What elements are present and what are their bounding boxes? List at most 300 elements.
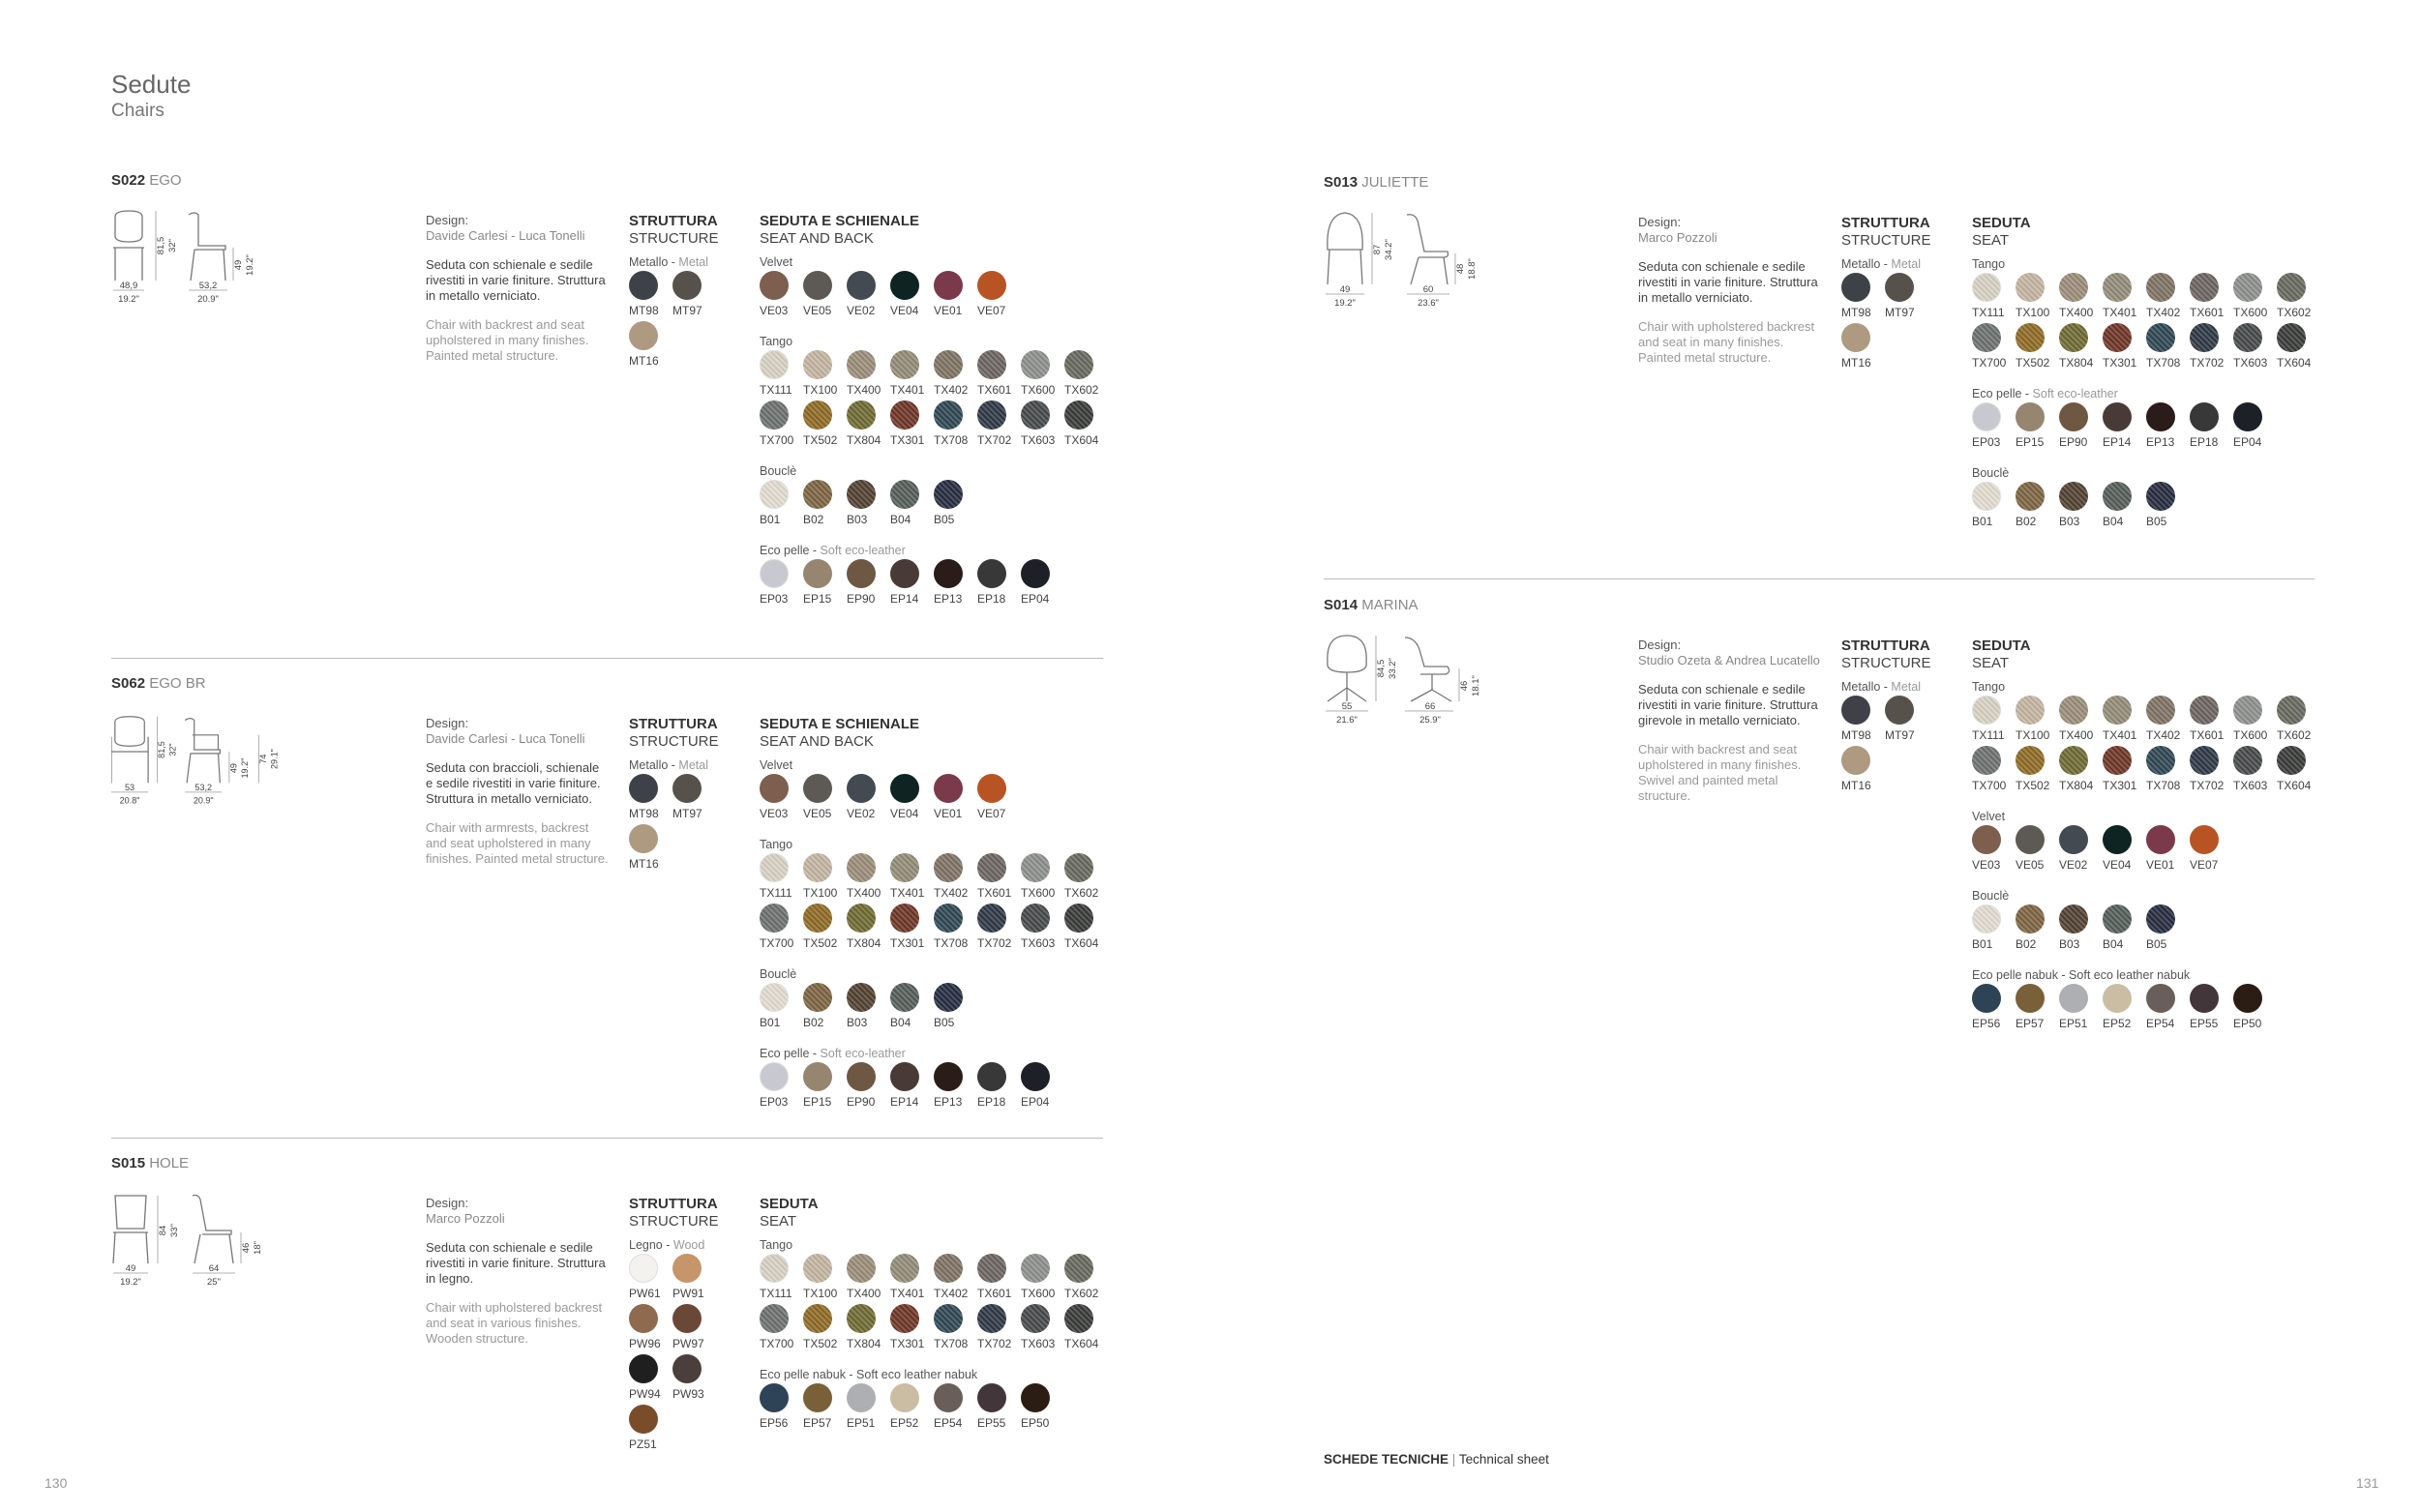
swatch-mt97 xyxy=(1885,696,1928,742)
structure-group xyxy=(629,1238,755,1455)
swatch-code: EP51 xyxy=(2059,1017,2088,1030)
swatch-mt16 xyxy=(1841,323,1885,370)
seat-title-en: SEAT xyxy=(1972,232,2010,249)
swatch-color xyxy=(890,904,919,933)
swatch-row xyxy=(760,983,1108,1033)
swatch-color xyxy=(1972,273,2001,302)
swatch-ep04 xyxy=(2233,402,2277,449)
swatch-code: VE05 xyxy=(2016,858,2045,872)
swatch-code: TX111 xyxy=(760,1287,792,1300)
swatch-color xyxy=(847,853,876,882)
swatch-color xyxy=(934,853,963,882)
swatch-mt97 xyxy=(1885,273,1928,319)
product-header xyxy=(111,675,206,692)
swatch-color xyxy=(2016,323,2045,352)
svg-text:48,9: 48,9 xyxy=(119,281,138,291)
swatch-code: MT97 xyxy=(1885,728,1915,742)
swatch-row xyxy=(760,853,1108,954)
page-number-left: 130 xyxy=(45,1475,68,1491)
swatch-ep13 xyxy=(934,559,977,606)
swatch-ep18 xyxy=(977,1062,1021,1109)
swatch-color xyxy=(2016,273,2045,302)
swatch-color xyxy=(934,774,963,803)
swatch-ve07 xyxy=(977,271,1021,317)
swatch-color xyxy=(2233,746,2262,775)
swatch-color xyxy=(803,1383,832,1412)
finish-group-label xyxy=(1972,968,2340,984)
swatch-color xyxy=(977,400,1006,430)
swatch-tx111 xyxy=(1972,273,2016,319)
swatch-color xyxy=(977,774,1006,803)
finish-group-label xyxy=(760,758,1127,774)
swatch-code: TX100 xyxy=(803,1287,838,1300)
swatch-color xyxy=(1972,402,2001,431)
swatch-color xyxy=(803,480,832,509)
designer-names: Davide Carlesi - Luca Tonelli xyxy=(426,228,585,243)
swatch-color xyxy=(2059,402,2088,431)
swatch-color xyxy=(803,774,832,803)
swatch-code: EP04 xyxy=(2233,435,2262,449)
swatch-color xyxy=(1841,323,1870,352)
swatch-code: VE03 xyxy=(760,807,789,820)
swatch-color xyxy=(977,1304,1006,1333)
swatch-row xyxy=(1972,402,2320,453)
swatch-code: EP04 xyxy=(1021,1095,1050,1109)
finish-group-name: Eco pelle xyxy=(1972,387,2022,400)
swatch-code: B01 xyxy=(1972,937,1993,951)
finish-group-label xyxy=(1972,466,2340,482)
swatch-tx604 xyxy=(1064,1304,1108,1350)
description-en: Chair with backrest and seat upholstered in many finishes. Swivel and painted metal structure. xyxy=(1638,742,1802,803)
finish-group-name: Tango xyxy=(1972,680,2006,694)
swatch-code: TX708 xyxy=(934,433,969,447)
swatch-color xyxy=(1021,1062,1050,1091)
footer-section-bold: SCHEDE TECNICHE xyxy=(1324,1452,1449,1467)
label-separator: - xyxy=(668,255,679,269)
swatch-mt16 xyxy=(629,824,672,871)
swatch-code: TX602 xyxy=(2277,306,2312,319)
swatch-tx601 xyxy=(977,1254,1021,1300)
swatch-color xyxy=(803,400,832,430)
swatch-color xyxy=(890,271,919,300)
swatch-tx100 xyxy=(803,1254,847,1300)
swatch-code: TX402 xyxy=(934,886,969,900)
swatch-tx400 xyxy=(847,853,890,900)
swatch-color xyxy=(2233,696,2262,725)
swatch-tx700 xyxy=(1972,746,2016,792)
swatch-color xyxy=(934,400,963,430)
description-en: Chair with armrests, backrest and seat upholstered in many finishes. Painted metal structure. xyxy=(426,820,609,866)
swatch-color xyxy=(847,1304,876,1333)
swatch-color xyxy=(803,1304,832,1333)
swatch-code: B05 xyxy=(2146,937,2167,951)
swatch-color xyxy=(760,1062,789,1091)
swatch-ve05 xyxy=(803,774,847,820)
swatch-ep18 xyxy=(977,559,1021,606)
finish-group-name: Metallo xyxy=(1841,680,1881,694)
swatch-color xyxy=(2190,696,2219,725)
swatch-ep15 xyxy=(803,1062,847,1109)
swatch-color xyxy=(629,1354,658,1383)
finish-group xyxy=(760,464,1127,530)
finish-group xyxy=(1972,387,2340,453)
svg-text:81,5: 81,5 xyxy=(156,236,166,255)
swatch-ve05 xyxy=(803,271,847,317)
swatch-code: MT98 xyxy=(1841,728,1871,742)
swatch-code: EP56 xyxy=(760,1416,789,1430)
swatch-ep50 xyxy=(1021,1383,1064,1430)
svg-text:19.2": 19.2" xyxy=(239,757,250,779)
divider xyxy=(1324,578,2314,579)
swatch-ve07 xyxy=(2190,825,2233,872)
swatch-color xyxy=(977,1254,1006,1283)
swatch-tx804 xyxy=(847,400,890,447)
swatch-color xyxy=(2103,323,2132,352)
swatch-tx600 xyxy=(1021,350,1064,397)
swatch-code: PW61 xyxy=(629,1287,661,1300)
swatch-color xyxy=(1064,904,1093,933)
swatch-code: TX708 xyxy=(2146,356,2181,370)
swatch-code: EP55 xyxy=(977,1416,1006,1430)
swatch-code: EP18 xyxy=(2190,435,2219,449)
swatch-color xyxy=(2190,825,2219,854)
svg-text:81,5: 81,5 xyxy=(157,741,167,758)
swatch-ep14 xyxy=(890,1062,934,1109)
svg-text:20.8": 20.8" xyxy=(119,795,140,806)
swatch-color xyxy=(2016,984,2045,1013)
swatch-code: B05 xyxy=(934,513,955,526)
seat-title-en: SEAT AND BACK xyxy=(760,230,874,247)
swatch-color xyxy=(2146,825,2175,854)
swatch-code: TX601 xyxy=(2190,728,2225,742)
finish-group xyxy=(629,758,755,875)
swatch-code: TX708 xyxy=(2146,779,2181,792)
swatch-code: EP52 xyxy=(2103,1017,2132,1030)
finish-group-name: Bouclè xyxy=(760,464,797,478)
swatch-color xyxy=(803,559,832,588)
swatch-b04 xyxy=(890,983,934,1029)
swatch-color xyxy=(803,1254,832,1283)
swatch-code: TX401 xyxy=(2103,728,2137,742)
finish-group-name: Metallo xyxy=(629,255,669,269)
swatch-b02 xyxy=(2016,904,2059,951)
swatch-code: TX604 xyxy=(1064,936,1099,950)
swatch-tx602 xyxy=(2277,696,2320,742)
swatch-code: TX603 xyxy=(2233,356,2268,370)
svg-text:18.1": 18.1" xyxy=(1471,675,1481,697)
product-header xyxy=(1324,174,1428,191)
swatch-color xyxy=(2059,273,2088,302)
swatch-color xyxy=(760,1254,789,1283)
finish-group xyxy=(1972,466,2340,532)
swatch-color xyxy=(1021,904,1050,933)
swatch-code: TX402 xyxy=(934,1287,969,1300)
svg-text:46: 46 xyxy=(1459,680,1470,692)
structure-title: STRUTTURA xyxy=(629,716,718,732)
seat-finishes xyxy=(1972,215,2340,532)
swatch-row xyxy=(760,774,1108,824)
designer-names: Marco Pozzoli xyxy=(1638,230,1717,245)
finish-group-name: Bouclè xyxy=(1972,889,2010,903)
swatch-mt16 xyxy=(1841,746,1885,792)
page-number-right: 131 xyxy=(2356,1475,2379,1491)
swatch-tx401 xyxy=(890,853,934,900)
swatch-b04 xyxy=(2103,482,2146,528)
swatch-code: EP54 xyxy=(934,1416,963,1430)
page-subtitle: Chairs xyxy=(111,101,164,121)
swatch-code: TX603 xyxy=(2233,779,2268,792)
swatch-code: EP13 xyxy=(934,592,963,606)
finish-group-label xyxy=(1841,680,1967,696)
svg-text:19.2": 19.2" xyxy=(1334,298,1356,309)
design-label: Design: xyxy=(1638,637,1682,652)
design-label: Design: xyxy=(426,213,469,227)
swatch-color xyxy=(803,904,832,933)
swatch-code: MT16 xyxy=(1841,356,1871,370)
swatch-color xyxy=(2190,273,2219,302)
swatch-tx708 xyxy=(2146,323,2190,370)
swatch-code: EP57 xyxy=(2016,1017,2045,1030)
swatch-color xyxy=(1841,746,1870,775)
svg-text:18": 18" xyxy=(253,1241,263,1255)
swatch-code: EP03 xyxy=(1972,435,2001,449)
swatch-ep15 xyxy=(2016,402,2059,449)
swatch-ep54 xyxy=(2146,984,2190,1030)
swatch-code: TX600 xyxy=(1021,1287,1056,1300)
structure-title-en: STRUCTURE xyxy=(1841,655,1931,671)
swatch-color xyxy=(2233,323,2262,352)
product-name: MARINA xyxy=(1361,597,1419,613)
swatch-code: B04 xyxy=(2103,515,2124,528)
chair-drawing-hole xyxy=(111,1192,305,1308)
swatch-color xyxy=(847,271,876,300)
swatch-code: PW94 xyxy=(629,1387,661,1401)
finish-group-label xyxy=(760,967,1127,983)
swatch-ve04 xyxy=(2103,825,2146,872)
finish-group xyxy=(760,758,1127,824)
description-it: Seduta con schienale e sedile rivestiti in varie finiture. Struttura in metallo verniciato. xyxy=(1638,259,1818,305)
finish-group xyxy=(760,544,1127,609)
swatch-color xyxy=(1972,696,2001,725)
swatch-ep51 xyxy=(2059,984,2103,1030)
swatch-code: TX401 xyxy=(890,383,925,397)
structure-group xyxy=(629,255,755,371)
swatch-code: EP13 xyxy=(934,1095,963,1109)
swatch-code: B04 xyxy=(2103,937,2124,951)
swatch-code: TX600 xyxy=(2233,306,2268,319)
swatch-tx700 xyxy=(760,1304,803,1350)
svg-text:49: 49 xyxy=(228,763,239,774)
swatch-tx601 xyxy=(2190,273,2233,319)
swatch-code: TX804 xyxy=(847,1337,881,1350)
swatch-code: TX700 xyxy=(1972,779,2007,792)
finish-group-name-en: Metal xyxy=(1891,257,1921,271)
swatch-code: TX100 xyxy=(803,886,838,900)
swatch-color xyxy=(977,904,1006,933)
finish-group-name: Tango xyxy=(1972,257,2006,271)
swatch-code: TX604 xyxy=(1064,433,1099,447)
finish-group-label xyxy=(629,758,755,774)
swatch-color xyxy=(760,271,789,300)
swatch-code: TX400 xyxy=(2059,306,2094,319)
swatch-tx601 xyxy=(977,853,1021,900)
label-separator: - xyxy=(1880,680,1892,694)
swatch-ep55 xyxy=(2190,984,2233,1030)
swatch-color xyxy=(934,480,963,509)
product-name: EGO xyxy=(149,172,182,189)
swatch-code: VE01 xyxy=(934,304,963,317)
structure-finishes xyxy=(629,1196,755,1455)
product-code: S014 xyxy=(1324,597,1359,613)
swatch-tx402 xyxy=(2146,696,2190,742)
swatch-ve01 xyxy=(934,271,977,317)
description-it: Seduta con schienale e sedile rivestiti in varie finiture. Struttura in metallo verniciato. xyxy=(426,257,606,303)
swatch-color xyxy=(1972,904,2001,934)
swatch-color xyxy=(2190,402,2219,431)
swatch-row xyxy=(629,774,745,875)
svg-text:18.8": 18.8" xyxy=(1467,258,1478,280)
swatch-code: TX402 xyxy=(2146,306,2181,319)
swatch-color xyxy=(934,350,963,379)
swatch-color xyxy=(890,480,919,509)
swatch-b02 xyxy=(803,983,847,1029)
swatch-code: TX700 xyxy=(760,1337,794,1350)
swatch-code: VE05 xyxy=(803,304,832,317)
swatch-code: B05 xyxy=(2146,515,2167,528)
swatch-code: TX111 xyxy=(760,383,792,397)
swatch-mt98 xyxy=(629,774,672,820)
swatch-ve04 xyxy=(890,271,934,317)
swatch-color xyxy=(2190,323,2219,352)
svg-text:53,2: 53,2 xyxy=(198,281,218,291)
finish-group xyxy=(760,838,1127,954)
swatch-code: TX600 xyxy=(2233,728,2268,742)
swatch-tx401 xyxy=(2103,273,2146,319)
swatch-code: EP03 xyxy=(760,592,789,606)
swatch-code: EP90 xyxy=(847,592,876,606)
finish-group-name: Eco pelle nabuk - Soft eco leather nabuk xyxy=(760,1368,978,1381)
swatch-code: EP13 xyxy=(2146,435,2175,449)
svg-text:49: 49 xyxy=(233,259,244,271)
seat-finishes xyxy=(760,716,1127,1112)
swatch-code: TX401 xyxy=(890,1287,925,1300)
swatch-code: TX502 xyxy=(2016,356,2050,370)
swatch-color xyxy=(1021,559,1050,588)
swatch-color xyxy=(672,774,702,803)
footer-section-label xyxy=(1324,1452,1549,1467)
swatch-row xyxy=(1972,825,2320,875)
swatch-row xyxy=(1972,696,2320,796)
product-header xyxy=(1324,597,1419,613)
label-separator: - xyxy=(668,758,679,772)
swatch-code: TX600 xyxy=(1021,886,1056,900)
swatch-ep04 xyxy=(1021,559,1064,606)
swatch-color xyxy=(1064,1254,1093,1283)
finish-group xyxy=(1841,257,1967,373)
structure-group xyxy=(1841,680,1967,796)
swatch-ve02 xyxy=(847,774,890,820)
swatch-color xyxy=(2233,984,2262,1013)
swatch-color xyxy=(977,1062,1006,1091)
swatch-code: TX400 xyxy=(847,1287,881,1300)
swatch-color xyxy=(2016,482,2045,511)
swatch-color xyxy=(2233,273,2262,302)
swatch-code: TX502 xyxy=(803,1337,838,1350)
finish-group xyxy=(760,1047,1127,1112)
svg-text:49: 49 xyxy=(125,1263,136,1274)
swatch-tx602 xyxy=(1064,350,1108,397)
seat-title: SEDUTA E SCHIENALE xyxy=(760,716,920,732)
swatch-code: TX604 xyxy=(2277,356,2312,370)
finish-group-name: Bouclè xyxy=(1972,466,2010,480)
swatch-tx401 xyxy=(890,350,934,397)
swatch-color xyxy=(2190,746,2219,775)
swatch-code: MT97 xyxy=(672,807,702,820)
swatch-color xyxy=(2233,402,2262,431)
swatch-color xyxy=(803,853,832,882)
swatch-ep57 xyxy=(2016,984,2059,1030)
swatch-code: TX700 xyxy=(1972,356,2007,370)
swatch-color xyxy=(1021,350,1050,379)
swatch-code: MT98 xyxy=(629,807,659,820)
swatch-color xyxy=(2059,482,2088,511)
swatch-ep04 xyxy=(1021,1062,1064,1109)
label-separator: - xyxy=(662,1238,673,1252)
swatch-color xyxy=(1021,853,1050,882)
finish-group-name-en: Wood xyxy=(672,1238,705,1252)
svg-text:34.2": 34.2" xyxy=(1384,239,1394,260)
swatch-color xyxy=(847,1062,876,1091)
swatch-code: TX700 xyxy=(760,433,794,447)
swatch-tx301 xyxy=(890,904,934,950)
svg-text:33.2": 33.2" xyxy=(1388,658,1398,679)
swatch-b03 xyxy=(2059,482,2103,528)
finish-group-name: Velvet xyxy=(1972,810,2006,823)
swatch-code: MT98 xyxy=(1841,306,1871,319)
swatch-code: TX603 xyxy=(1021,1337,1056,1350)
swatch-code: B03 xyxy=(847,513,868,526)
product-code: S013 xyxy=(1324,174,1359,191)
structure-finishes xyxy=(1841,637,1967,796)
swatch-tx604 xyxy=(2277,746,2320,792)
product-header xyxy=(111,1155,189,1171)
chair-drawing-ego-br xyxy=(111,712,305,828)
swatch-code: EP14 xyxy=(890,592,919,606)
swatch-color xyxy=(847,983,876,1012)
swatch-tx702 xyxy=(977,904,1021,950)
swatch-code: TX400 xyxy=(847,383,881,397)
swatch-color xyxy=(890,1304,919,1333)
swatch-tx602 xyxy=(1064,1254,1108,1300)
swatch-color xyxy=(2146,402,2175,431)
svg-text:60: 60 xyxy=(1422,284,1434,295)
swatch-code: TX601 xyxy=(977,1287,1012,1300)
finish-group-label xyxy=(760,544,1127,559)
finish-group-name-en: Soft eco-leather xyxy=(2032,387,2118,400)
swatch-ep56 xyxy=(760,1383,803,1430)
swatch-code: VE02 xyxy=(2059,858,2088,872)
swatch-ve03 xyxy=(1972,825,2016,872)
finish-group xyxy=(760,335,1127,451)
svg-text:48: 48 xyxy=(1455,263,1466,275)
finish-group-name: Legno xyxy=(629,1238,663,1252)
swatch-color xyxy=(2016,746,2045,775)
swatch-color xyxy=(1064,853,1093,882)
swatch-color xyxy=(2059,904,2088,934)
seat-groups xyxy=(760,255,1127,609)
swatch-code: TX702 xyxy=(977,936,1012,950)
label-separator: - xyxy=(1880,257,1892,271)
